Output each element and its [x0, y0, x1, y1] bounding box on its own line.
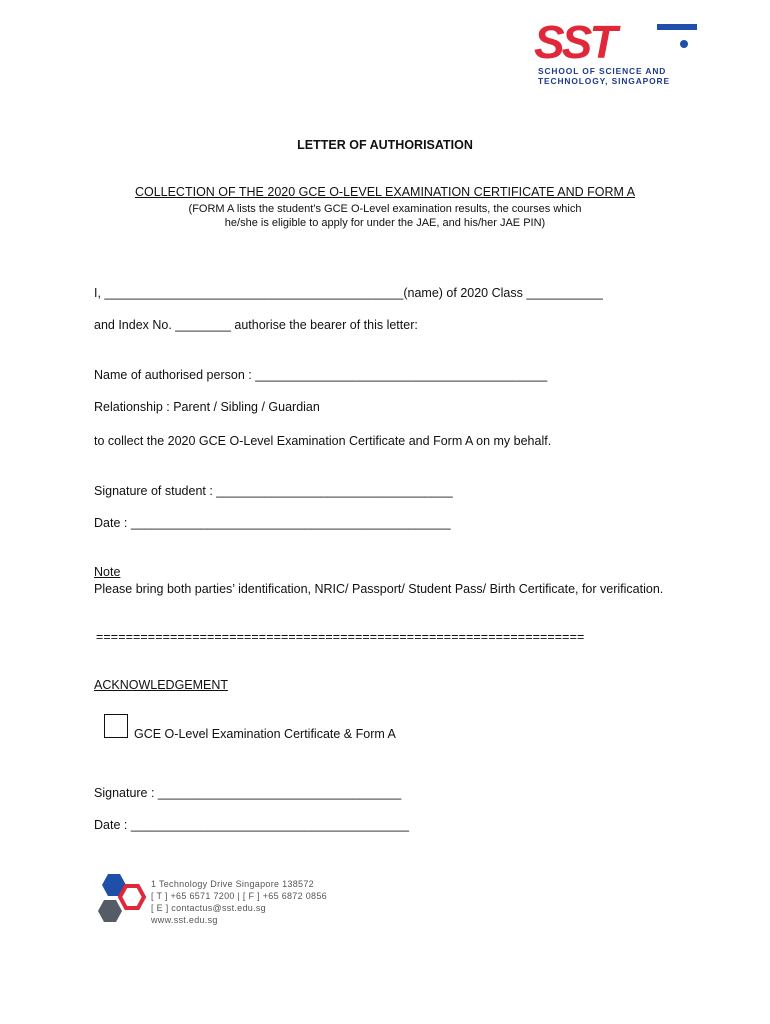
document-subtitle-text: COLLECTION OF THE 2020 GCE O-LEVEL EXAMINATION CERTIFICATE AND FORM A [134, 185, 636, 199]
hex-gray [98, 900, 122, 922]
separator-line: ================================================================== [96, 630, 585, 644]
logo-tagline-line1: SCHOOL OF SCIENCE AND [538, 66, 667, 76]
subnote-line2: he/she is eligible to apply for under the JAE, and his/her JAE PIN) [224, 217, 546, 229]
footer-phone: [ T ] +65 6571 7200 | [ F ] +65 6872 0856 [151, 891, 327, 901]
document-subnote [0, 202, 770, 230]
logo-tagline-line2: TECHNOLOGY, SINGAPORE [538, 76, 670, 86]
collect-statement: to collect the 2020 GCE O-Level Examination Certificate and Form A on my behalf. [94, 434, 552, 448]
logo-tagline [538, 66, 670, 86]
name-class-field[interactable]: I, ___________________________________________(name) of 2020 Class ___________ [94, 286, 603, 300]
subnote-line1: (FORM A lists the student’s GCE O-Level examination results, the courses which [188, 203, 582, 215]
index-number-field[interactable]: and Index No. ________ authorise the bearer of this letter: [94, 318, 418, 332]
document-title: LETTER OF AUTHORISATION [297, 138, 473, 152]
logo-wordmark: SST [534, 18, 615, 66]
footer-website[interactable]: www.sst.edu.sg [151, 915, 218, 925]
logo-blue-bar [657, 24, 697, 30]
hex-red [120, 886, 144, 908]
ack-checkbox[interactable] [104, 714, 128, 738]
footer-contact [151, 878, 327, 926]
footer-email[interactable]: [ E ] contactus@sst.edu.sg [151, 903, 266, 913]
hexagon-cluster-icon [92, 872, 152, 928]
sst-logo-mark [532, 18, 702, 66]
document-subtitle [0, 185, 770, 199]
logo-blue-dot [680, 40, 688, 48]
date-field-2[interactable]: Date : ________________________________________ [94, 818, 409, 832]
date-field-1[interactable]: Date : ______________________________________________ [94, 516, 451, 530]
note-body: Please bring both parties’ identification, NRIC/ Passport/ Student Pass/ Birth Certificate, for verification. [94, 582, 664, 596]
relationship-line: Relationship : Parent / Sibling / Guardian [94, 400, 320, 414]
signature-field[interactable]: Signature : ___________________________________ [94, 786, 402, 800]
note-heading: Note [94, 565, 121, 579]
authorised-person-field[interactable]: Name of authorised person : __________________________________________ [94, 368, 548, 382]
footer-address: 1 Technology Drive Singapore 138572 [151, 879, 314, 889]
acknowledgement-heading: ACKNOWLEDGEMENT [94, 678, 229, 692]
ack-item-label: GCE O-Level Examination Certificate & Form A [134, 727, 396, 741]
student-signature-field[interactable]: Signature of student : __________________________________ [94, 484, 453, 498]
